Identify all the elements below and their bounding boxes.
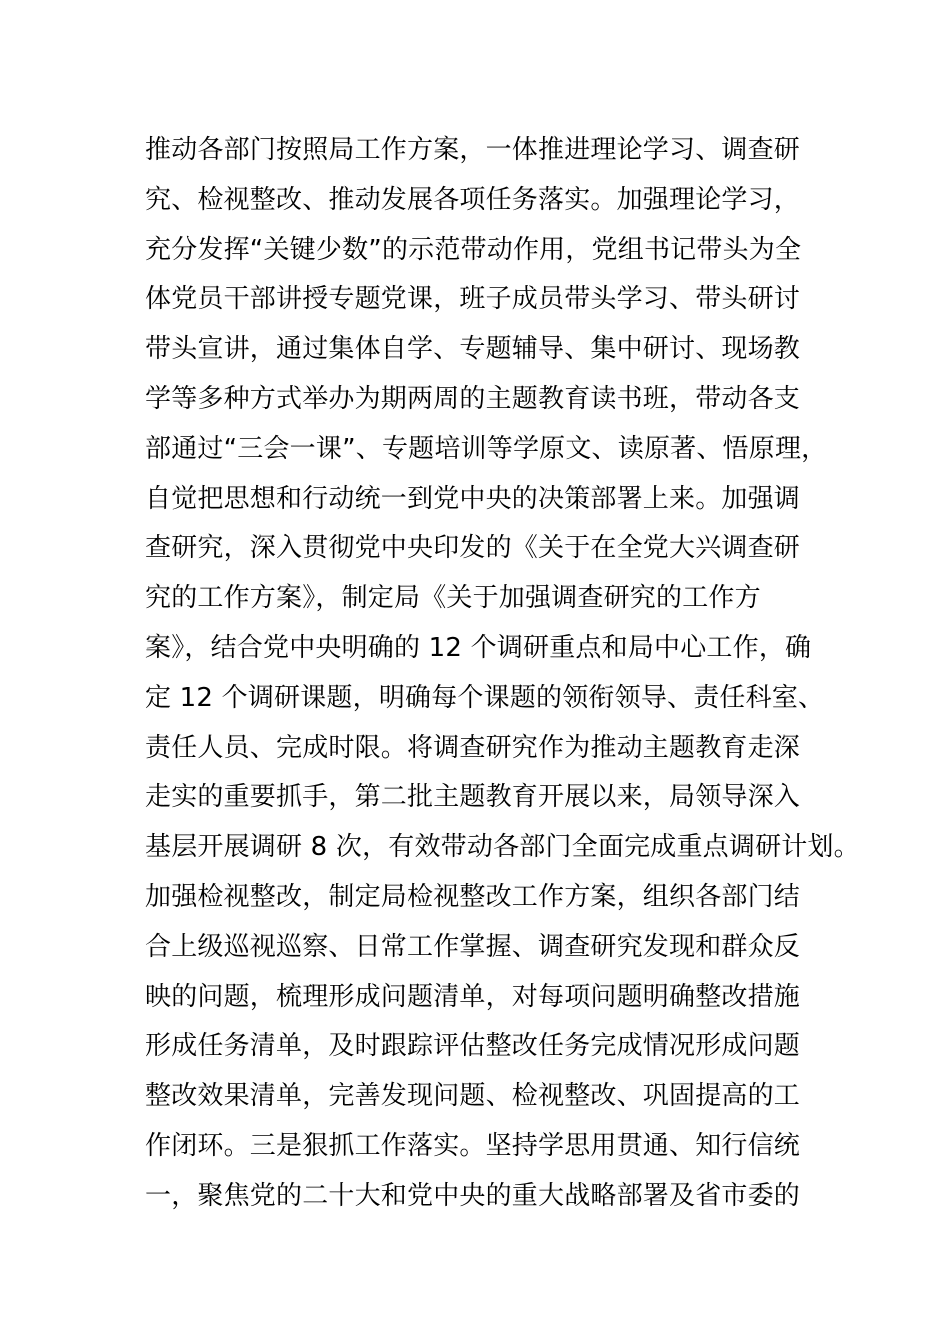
text-line: 责任人员、完成时限。将调查研究作为推动主题教育走深 — [145, 732, 801, 763]
text-line: 带头宣讲，通过集体自学、专题辅导、集中研讨、现场教 — [145, 334, 801, 365]
text-line: 作闭环。三是狠抓工作落实。坚持学思用贯通、知行信统 — [145, 1130, 801, 1161]
text-line: 映的问题，梳理形成问题清单，对每项问题明确整改措施 — [145, 981, 801, 1012]
text-line: 形成任务清单，及时跟踪评估整改任务完成情况形成问题 — [145, 1031, 801, 1062]
text-line: 基层开展调研 8 次，有效带动各部门全面完成重点调研计划。 — [145, 832, 860, 863]
text-line: 整改效果清单，完善发现问题、检视整改、巩固提高的工 — [145, 1081, 801, 1112]
text-line: 学等多种方式举办为期两周的主题教育读书班，带动各支 — [145, 383, 801, 414]
text-line: 合上级巡视巡察、日常工作掌握、调查研究发现和群众反 — [145, 931, 801, 962]
text-line: 定 12 个调研课题，明确每个课题的领衔领导、责任科室、 — [145, 682, 825, 713]
text-line: 部通过“三会一课”、专题培训等学原文、读原著、悟原理， — [145, 433, 828, 464]
text-line: 一，聚焦党的二十大和党中央的重大战略部署及省市委的 — [145, 1180, 801, 1211]
text-line: 究、检视整改、推动发展各项任务落实。加强理论学习， — [145, 184, 801, 215]
text-line: 走实的重要抓手，第二批主题教育开展以来，局领导深入 — [145, 782, 801, 813]
body-paragraph — [145, 126, 860, 1222]
text-line: 究的工作方案》，制定局《关于加强调查研究的工作方 — [145, 583, 761, 614]
text-line: 查研究，深入贯彻党中央印发的《关于在全党大兴调查研 — [145, 533, 801, 564]
text-line: 充分发挥“关键少数”的示范带动作用，党组书记带头为全 — [145, 234, 802, 265]
text-line: 体党员干部讲授专题党课，班子成员带头学习、带头研讨 — [145, 284, 801, 315]
text-line: 案》，结合党中央明确的 12 个调研重点和局中心工作，确 — [145, 632, 812, 663]
text-line: 自觉把思想和行动统一到党中央的决策部署上来。加强调 — [145, 483, 801, 514]
text-line: 加强检视整改，制定局检视整改工作方案，组织各部门结 — [145, 881, 801, 912]
text-line: 推动各部门按照局工作方案，一体推进理论学习、调查研 — [145, 135, 801, 165]
